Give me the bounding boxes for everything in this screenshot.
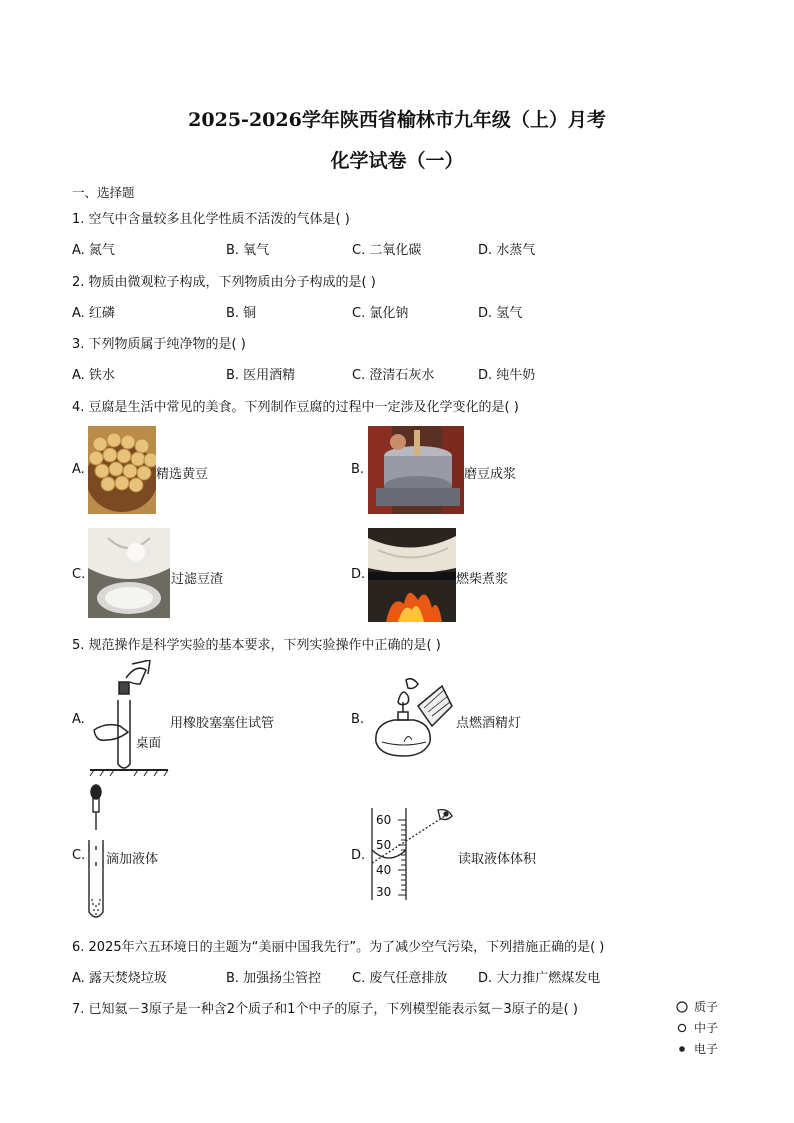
option-a-text: 精选黄豆: [156, 467, 209, 482]
alcohol-lamp-diagram-icon: [368, 676, 454, 760]
question-6-options: [72, 967, 752, 987]
option-a[interactable]: A. 氮气: [72, 243, 115, 258]
question-3-stem: 3. 下列物质属于纯净物的是( ): [72, 337, 246, 352]
stone-mill-photo-icon: [368, 426, 464, 514]
option-d[interactable]: D. 氢气: [478, 306, 523, 321]
question-2-stem: 2. 物质由微观粒子构成，下列物质由分子构成的是( ): [72, 275, 376, 290]
option-b-text: 点燃酒精灯: [456, 716, 522, 731]
exam-title: 2025-2026学年陕西省榆林市九年级（上）月考: [188, 109, 606, 131]
graduated-cylinder-diagram-icon: [368, 806, 458, 902]
question-5-stem: 5. 规范操作是科学实验的基本要求，下列实验操作中正确的是( ): [72, 638, 441, 653]
wood-fire-photo-icon: [368, 528, 456, 622]
question-6-stem: 6. 2025年六五环境日的主题为“美丽中国我先行”。为了减少空气污染，下列措施正确的是( ): [72, 940, 605, 955]
option-d[interactable]: D. 大力推广燃煤发电: [478, 971, 601, 986]
option-c-label[interactable]: C.: [72, 848, 86, 863]
option-b[interactable]: B. 氧气: [226, 243, 270, 258]
option-a[interactable]: A. 露天焚烧垃圾: [72, 971, 167, 986]
scale-label-60: 60: [376, 813, 392, 827]
scale-label-30: 30: [376, 885, 392, 899]
option-c[interactable]: C. 澄清石灰水: [352, 368, 435, 383]
particle-legend: [676, 996, 718, 1059]
option-a-label[interactable]: A.: [72, 712, 85, 727]
dropper-diagram-icon: [86, 784, 106, 924]
option-d[interactable]: D. 水蒸气: [478, 243, 536, 258]
option-b-label[interactable]: B.: [351, 712, 365, 727]
question-1-stem: 1. 空气中含量较多且化学性质不活泼的气体是( ): [72, 212, 350, 227]
option-c-label[interactable]: C.: [72, 567, 86, 582]
legend-neutron: 中子: [676, 1017, 718, 1038]
option-d[interactable]: D. 纯牛奶: [478, 368, 536, 383]
electron-icon: [676, 1043, 688, 1055]
question-3-options: [72, 364, 752, 384]
filter-cloth-photo-icon: [88, 528, 170, 618]
option-c-text: 过滤豆渣: [171, 572, 224, 587]
tabletop-label: 桌面: [136, 735, 162, 750]
option-b[interactable]: B. 医用酒精: [226, 368, 296, 383]
option-b-text: 磨豆成浆: [464, 467, 517, 482]
option-a[interactable]: A. 铁水: [72, 368, 115, 383]
question-7-stem: 7. 已知氦－3原子是一种含2个质子和1个中子的原子，下列模型能表示氦－3原子的是( ): [72, 1002, 578, 1017]
option-c[interactable]: C. 氯化钠: [352, 306, 409, 321]
scale-label-50: 50: [376, 838, 392, 852]
option-d-text: 读取液体体积: [458, 852, 537, 867]
legend-proton: 质子: [676, 996, 718, 1017]
soybeans-photo-icon: [88, 426, 156, 514]
legend-electron: 电子: [676, 1038, 718, 1059]
question-2-options: [72, 302, 752, 322]
neutron-icon: [676, 1022, 688, 1034]
scale-label-40: 40: [376, 863, 392, 877]
option-d-label[interactable]: D.: [351, 567, 366, 582]
option-a-text: 用橡胶塞塞住试管: [170, 716, 275, 731]
section-heading: 一、选择题: [72, 185, 135, 200]
option-d-label[interactable]: D.: [351, 848, 366, 863]
option-c[interactable]: C. 废气任意排放: [352, 971, 448, 986]
test-tube-stopper-diagram-icon: [88, 660, 170, 778]
option-a-label[interactable]: A.: [72, 462, 85, 477]
option-d-text: 燃柴煮浆: [456, 572, 509, 587]
option-b[interactable]: B. 加强扬尘管控: [226, 971, 322, 986]
proton-icon: [676, 1001, 688, 1013]
option-a[interactable]: A. 红磷: [72, 306, 115, 321]
option-b[interactable]: B. 铜: [226, 306, 257, 321]
option-b-label[interactable]: B.: [351, 462, 365, 477]
question-4-stem: 4. 豆腐是生活中常见的美食。下列制作豆腐的过程中一定涉及化学变化的是( ): [72, 400, 519, 415]
question-1-options: [72, 239, 752, 259]
option-c[interactable]: C. 二氧化碳: [352, 243, 422, 258]
exam-subtitle: 化学试卷（一）: [330, 150, 464, 172]
option-c-text: 滴加液体: [106, 852, 159, 867]
